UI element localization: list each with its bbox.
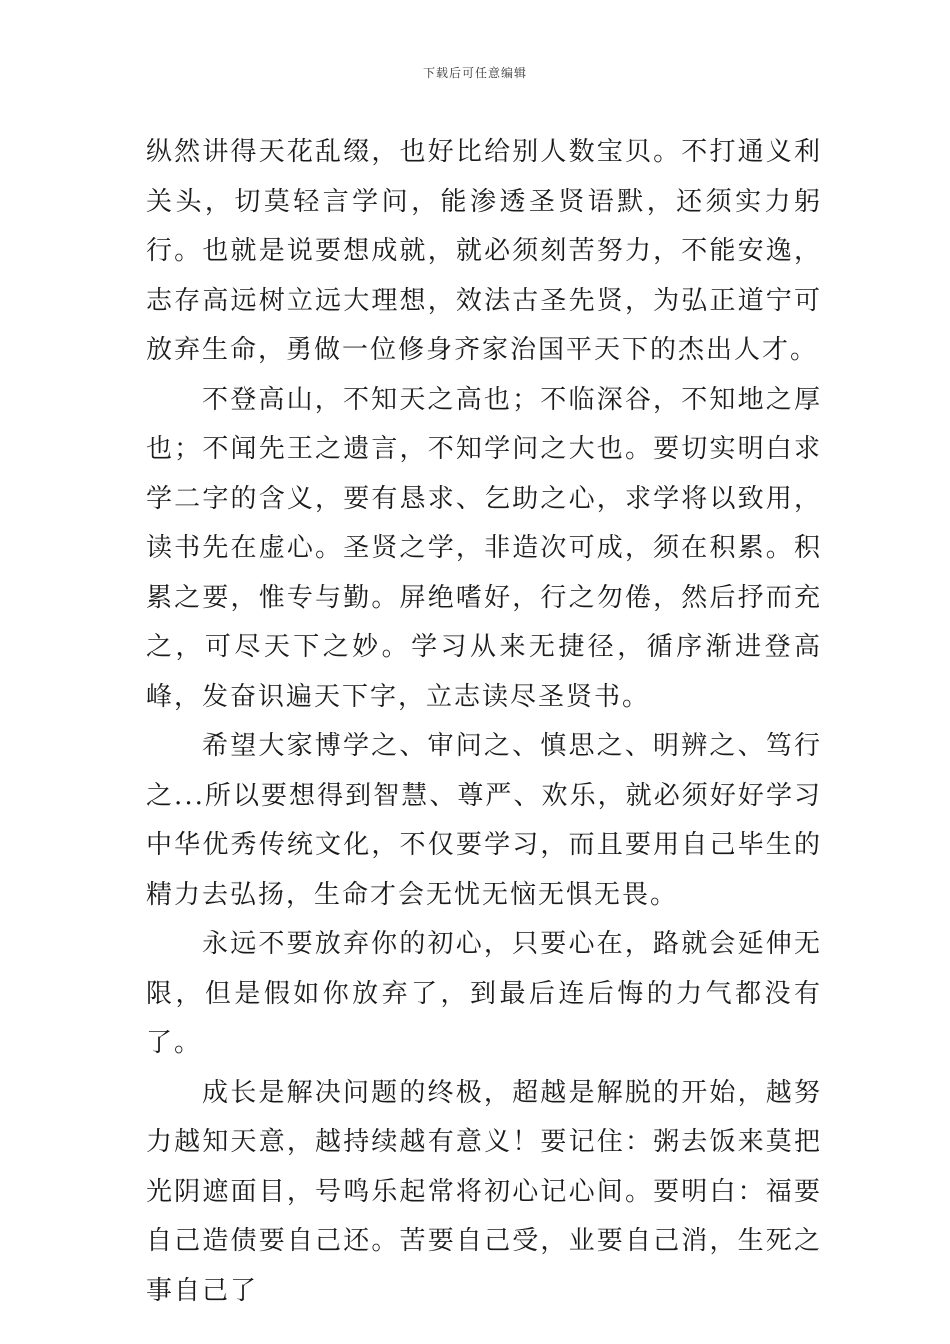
paragraph: 成长是解决问题的终极，超越是解脱的开始，越努力越知天意，越持续越有意义！要记住：粥去饭来莫把光阴遮面目，号鸣乐起常将初心记心间。要明白：福要自己造债要自己还。苦要自己受，业要自己消，生死之事自己了 <box>146 1077 822 1306</box>
document-body <box>146 128 822 1316</box>
header-note: 下载后可任意编辑 <box>422 66 527 80</box>
paragraph: 永远不要放弃你的初心，只要心在，路就会延伸无限，但是假如你放弃了，到最后连后悔的力气都没有了。 <box>146 929 822 1058</box>
paragraph: 不登高山，不知天之高也；不临深谷，不知地之厚也；不闻先王之遗言，不知学问之大也。要切实明白求学二字的含义，要有恳求、乞助之心，求学将以致用，读书先在虚心。圣贤之学，非造次可成，须在积累。积累之要，惟专与勤。屏绝嗜好，行之勿倦，然后抒而充之，可尽天下之妙。学习从来无捷径，循序渐进登高峰，发奋识遍天下字，立志读尽圣贤书。 <box>146 384 822 712</box>
paragraph: 希望大家博学之、审问之、慎思之、明辨之、笃行之...所以要想得到智慧、尊严、欢乐，就必须好好学习中华优秀传统文化，不仅要学习，而且要用自己毕生的精力去弘扬，生命才会无忧无恼无惧无畏。 <box>146 731 822 910</box>
paragraph: 纵然讲得天花乱缀，也好比给别人数宝贝。不打通义利关头，切莫轻言学问，能渗透圣贤语默，还须实力躬行。也就是说要想成就，就必须刻苦努力，不能安逸，志存高远树立远大理想，效法古圣先贤，为弘正道宁可放弃生命，勇做一位修身齐家治国平天下的杰出人才。 <box>146 137 822 365</box>
